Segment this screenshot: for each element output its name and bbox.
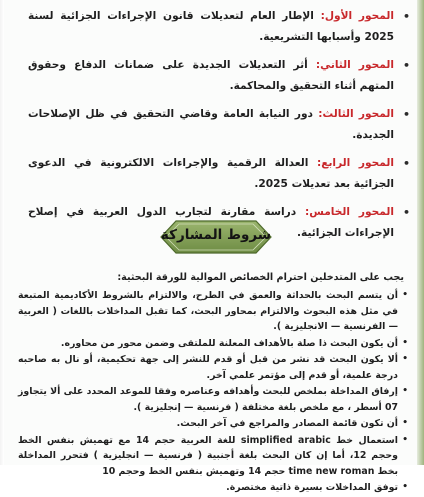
axis-text: دراسة مقارنة لتجارب الدول العربية في إصلاح الإجراءات الجزائية. (28, 206, 394, 239)
condition-text: استعمال خط simplified arabic للغة العربية حجم 14 مع تهميش بنفس الخط وحجم 12، أما إن كان البحث بلغة أجنبية ( فرنسية — انجليزية ) فتحرر المداخلة بخط time new roman حجم 14 وتهميش بنفس الخط وحجم 10 (18, 434, 398, 477)
section-title: شروط المشاركة (160, 227, 272, 243)
condition-item (18, 480, 408, 496)
bullet-icon: • (402, 354, 408, 364)
condition-text: أن تكون قائمة المصادر والمراجع في آخر البحث. (176, 418, 398, 429)
bullet-icon: • (402, 337, 408, 348)
bullet-icon: • (402, 157, 410, 170)
condition-text: إرفاق المداخلة بملخص للبحث وأهدافه وعناصره وفقا للموعد المحدد على ألا يتجاوز 07 أسطر ، مع ملخص بلغة مختلفة ( فرنسية — إنجليزية ). (18, 386, 398, 413)
bullet-icon: • (402, 434, 408, 445)
axes-list (28, 6, 410, 251)
condition-item (18, 288, 408, 335)
bullet-icon: • (402, 290, 408, 300)
page-edge-shadow (0, 0, 4, 465)
bullet-icon: • (402, 418, 408, 428)
condition-item (18, 433, 408, 480)
axis-label: المحور الخامس: (305, 206, 394, 218)
section-banner (160, 220, 272, 254)
bullet-icon: • (402, 386, 408, 396)
conditions-list (18, 288, 408, 497)
axis-text: أثر التعديلات الجديدة على ضمانات الدفاع وحقوق المتهم أثناء التحقيق والمحاكمة. (28, 59, 394, 92)
condition-text: توفق المداخلات بسيرة ذاتية مختصرة. (226, 482, 398, 493)
axis-label: المحور الثالث: (318, 108, 394, 120)
axis-label: المحور الرابع: (316, 157, 394, 169)
axis-text: دور النيابة العامة وقاضي التحقيق في ظل الإصلاحات الجديدة. (28, 108, 394, 141)
axis-text: الإطار العام لتعديلات قانون الإجراءات الجزائية لسنة 2025 وأسبابها التشريعية. (28, 10, 394, 43)
bullet-icon: • (402, 482, 408, 492)
condition-text: أن يتسم البحث بالحداثة والعمق في الطرح، والالتزام بالشروط الأكاديمية المتبعة في مثل هذه البحوث والالتزام بمحاور البحث، كما تقبل المداخلات باللغات ( العربية — الفرنسية — الانجليزية ). (18, 290, 398, 332)
condition-item (18, 384, 408, 415)
condition-item (18, 416, 408, 432)
condition-text: أن يكون البحث ذا صلة بالأهداف المعلنة للملتقى وضمن محور من محاوره. (60, 337, 398, 349)
bullet-icon: • (402, 108, 410, 121)
bullet-icon: • (402, 59, 410, 72)
condition-item (18, 336, 408, 352)
axis-label: المحور الثاني: (315, 59, 394, 71)
condition-item (18, 352, 408, 383)
axis-item (28, 104, 410, 146)
axis-item (28, 55, 410, 97)
condition-text: ألا يكون البحث قد نشر من قبل أو قدم للنشر إلى جهة تحكيمية، أو نال به صاحبه درجة علمية، أو قدم إلى مؤتمر علمي آخر. (18, 354, 398, 381)
axis-label: المحور الأول: (320, 10, 394, 22)
page-edge-decoration (417, 0, 424, 465)
axis-item (28, 6, 410, 48)
axis-item (28, 153, 410, 195)
bullet-icon: • (402, 10, 410, 23)
bullet-icon: • (402, 206, 410, 219)
axis-text: العدالة الرقمية والإجراءات الالكترونية في الدعوى الجزائية بعد تعديلات 2025. (28, 157, 394, 190)
conditions-intro: يجب على المتدخلين احترام الخصائص الموالية للورقة البحثية: (117, 272, 404, 283)
